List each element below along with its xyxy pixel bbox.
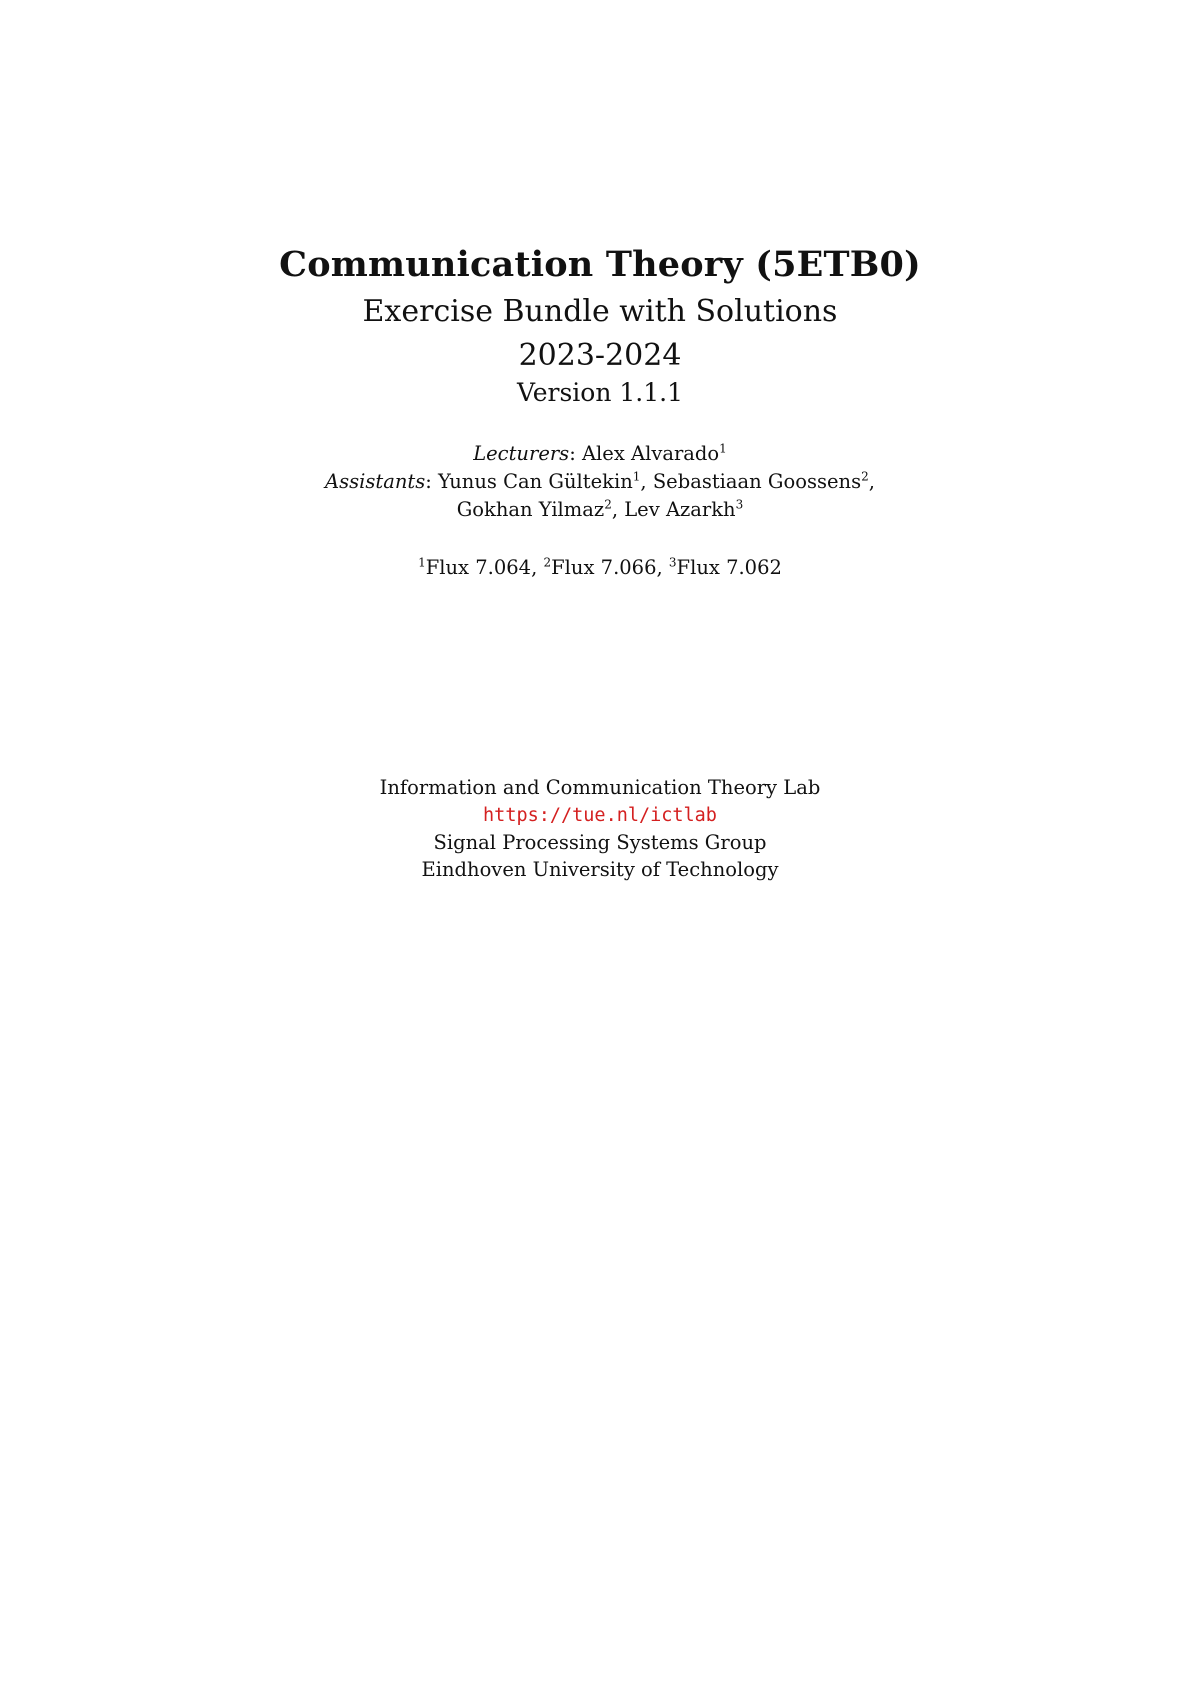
- assistant-affiliation-mark: 2: [861, 469, 869, 484]
- affiliations-line: [0, 556, 1200, 579]
- affiliation-room: Flux 7.066: [551, 556, 657, 579]
- assistant-separator: ,: [611, 498, 625, 521]
- affiliation-mark: 3: [668, 555, 677, 570]
- affiliation-mark: 2: [543, 555, 552, 570]
- assistant-affiliation-mark: 2: [604, 497, 612, 512]
- affiliation-separator: ,: [656, 556, 669, 579]
- affiliation-room: Flux 7.062: [676, 556, 782, 579]
- staff-block: [0, 440, 1200, 524]
- assistant-name: Yunus Can Gültekin: [438, 470, 633, 493]
- assistant-affiliation-mark: 1: [632, 469, 641, 484]
- affiliation-mark: 1: [418, 555, 426, 570]
- lecturer-affiliation-mark: 1: [719, 441, 727, 456]
- lab-name: Information and Communication Theory Lab: [379, 776, 821, 799]
- group-name: Signal Processing Systems Group: [433, 831, 767, 854]
- lecturers-label: Lecturers: [473, 442, 570, 465]
- affiliation-separator: ,: [531, 556, 544, 579]
- university-name: Eindhoven University of Technology: [421, 858, 779, 881]
- assistants-label: Assistants: [325, 470, 426, 493]
- lab-url-link[interactable]: https://tue.nl/ictlab: [483, 805, 717, 826]
- assistant-name: Sebastiaan Goossens: [652, 470, 862, 493]
- assistant-name: Gokhan Yilmaz: [456, 498, 605, 521]
- academic-year: 2023-2024: [518, 338, 682, 373]
- assistant-separator: ,: [868, 470, 875, 493]
- lecturers-line: [0, 440, 1200, 468]
- institution-block: [0, 774, 1200, 883]
- lecturers-separator: :: [569, 442, 582, 465]
- assistant-name: Lev Azarkh: [624, 498, 736, 521]
- affiliation-room: Flux 7.064: [425, 556, 532, 579]
- assistants-line-2: [0, 496, 1200, 524]
- assistants-separator: :: [425, 470, 439, 493]
- lecturer-name: Alex Alvarado: [581, 442, 720, 465]
- assistants-line-1: [0, 468, 1200, 496]
- assistant-separator: ,: [640, 470, 653, 493]
- document-subtitle: Exercise Bundle with Solutions: [362, 294, 838, 329]
- version-label: Version 1.1.1: [516, 378, 684, 407]
- assistant-affiliation-mark: 3: [735, 497, 744, 512]
- document-title: Communication Theory (5ETB0): [279, 244, 921, 285]
